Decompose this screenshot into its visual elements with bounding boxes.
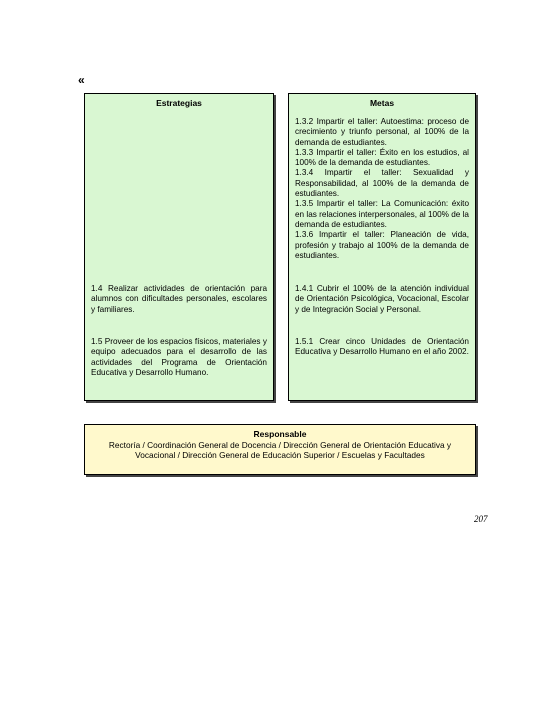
metas-title: Metas [369, 98, 395, 108]
meta-group [295, 117, 469, 261]
meta-item: 1.3.2 Impartir el taller: Autoestima: proceso de crecimiento y triunfo personal, al 100% de la demanda de estudiantes. [295, 117, 469, 147]
estrategias-panel [84, 93, 274, 401]
meta-item: 1.3.4 Impartir el taller: Sexualidad y Responsabilidad, al 100% de la demanda de estudiantes. [295, 168, 469, 199]
meta-item: 1.5.1 Crear cinco Unidades de Orientación Educativa y Desarrollo Humano en el año 2002. [295, 337, 469, 357]
meta-item: 1.4.1 Cubrir el 100% de la atención individual de Orientación Psicológica, Vocacional, Escolar y de Integración Social y Personal. [295, 284, 469, 314]
metas-panel [288, 93, 476, 401]
responsable-panel [84, 424, 476, 475]
responsable-text: Rectoría / Coordinación General de Docencia / Dirección General de Orientación Educativa y Vocacional / Dirección General de Educación Superior / Escuelas y Facultades [108, 439, 452, 460]
estrategias-title: Estrategias [156, 98, 202, 108]
responsable-title: Responsable [253, 429, 307, 439]
estrategia-item: 1.5 Proveer de los espacios físicos, materiales y equipo adecuados para el desarrollo de las actividades del Programa de Orientación Educativa y Desarrollo Humano. [91, 337, 267, 377]
estrategia-item: 1.4 Realizar actividades de orientación para alumnos con dificultades personales, escolares y familiares. [91, 284, 267, 314]
section-marker: « [78, 73, 85, 87]
meta-item: 1.3.5 Impartir el taller: La Comunicación: éxito en las relaciones interpersonales, al 100% de la demanda de estudiantes. [295, 199, 469, 229]
meta-item: 1.3.6 Impartir el taller: Planeación de vida, profesión y trabajo al 100% de la demanda de estudiantes. [295, 230, 469, 260]
page-number: 207 [474, 514, 488, 524]
meta-item: 1.3.3 Impartir el taller: Éxito en los estudios, al 100% de la demanda de estudiantes. [295, 147, 469, 168]
